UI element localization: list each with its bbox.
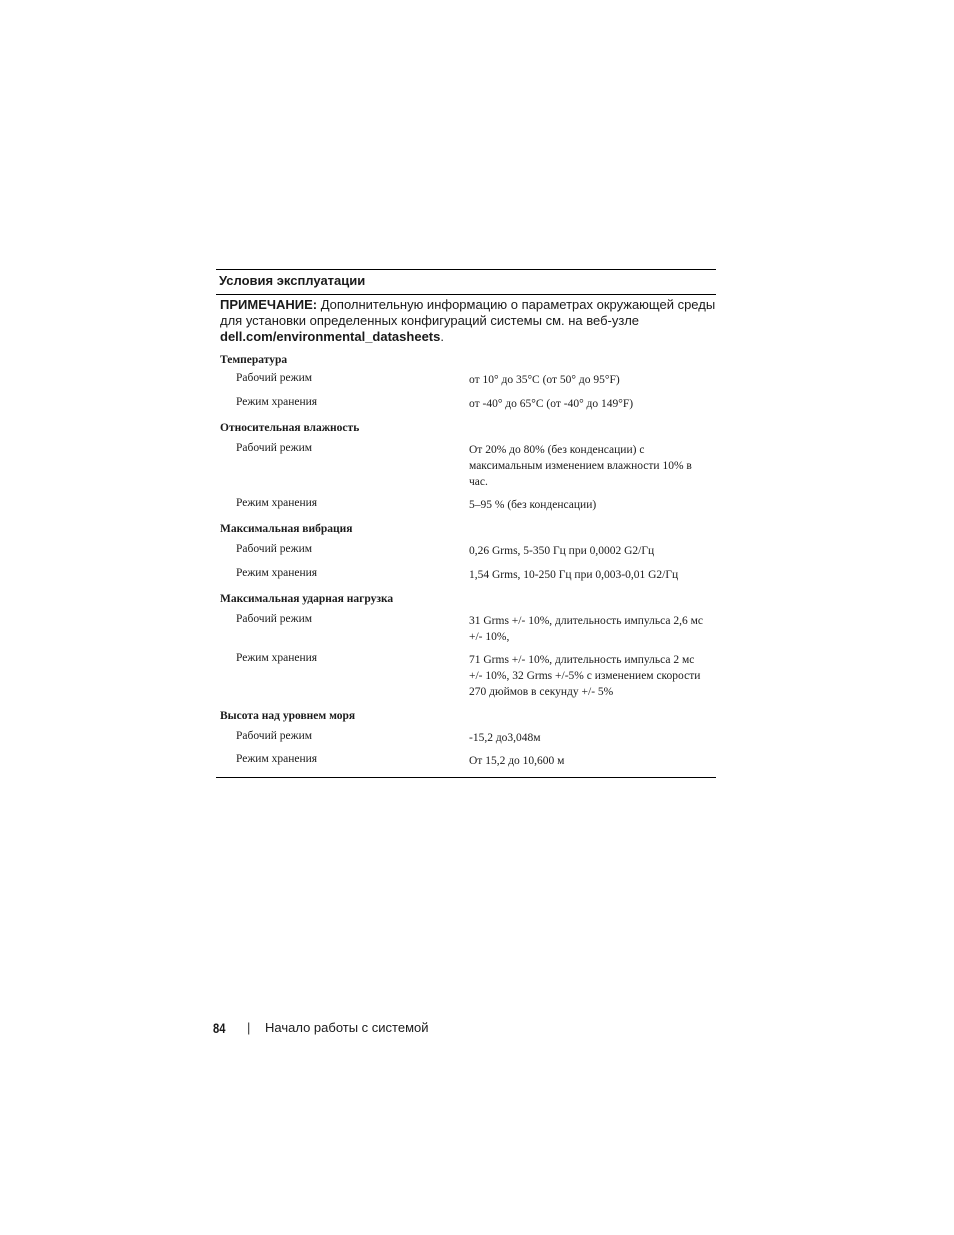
table-row bbox=[216, 442, 716, 497]
page-number: 84 bbox=[213, 1020, 226, 1036]
row-label: Рабочий режим bbox=[236, 372, 313, 384]
row-value: 1,54 Grms, 10-250 Гц при 0,003-0,01 G2/Гц bbox=[469, 569, 679, 581]
table-row bbox=[216, 652, 716, 707]
table-row bbox=[216, 543, 716, 567]
table-row bbox=[216, 730, 716, 753]
row-value: 71 Grms +/- 10%, длительность импульса 2 мс +/- 10%, 32 Grms +/-5% с изменением скорости 270 дюймов в секунду +/- 5% bbox=[469, 654, 701, 698]
footer-title: Начало работы с системой bbox=[265, 1020, 429, 1035]
row-label: Рабочий режим bbox=[236, 442, 313, 454]
group-title-shock: Максимальная ударная нагрузка bbox=[220, 593, 394, 605]
note-block bbox=[216, 295, 716, 349]
row-value: 5–95 % (без конденсации) bbox=[469, 499, 597, 511]
row-label: Режим хранения bbox=[236, 396, 318, 408]
note-text: Дополнительную информацию о параметрах окружающей среды для установки определенных конфигураций системы см. на веб-узле bbox=[220, 297, 716, 328]
row-value: -15,2 до3,048м bbox=[469, 732, 541, 744]
row-label: Режим хранения bbox=[236, 753, 318, 765]
row-label: Рабочий режим bbox=[236, 730, 313, 742]
environment-table bbox=[216, 269, 716, 778]
section-title: Условия эксплуатации bbox=[216, 270, 716, 295]
row-label: Рабочий режим bbox=[236, 543, 313, 555]
row-label: Режим хранения bbox=[236, 652, 318, 664]
note-label: ПРИМЕЧАНИЕ: bbox=[220, 297, 318, 312]
table-row bbox=[216, 613, 716, 652]
row-label: Режим хранения bbox=[236, 497, 318, 509]
row-value: От 15,2 до 10,600 м bbox=[469, 755, 565, 767]
row-label: Режим хранения bbox=[236, 567, 318, 579]
row-value: от 10° до 35°C (от 50° до 95°F) bbox=[469, 374, 620, 386]
row-value: 0,26 Grms, 5-350 Гц при 0,0002 G2/Гц bbox=[469, 545, 655, 557]
table-row bbox=[216, 497, 716, 520]
table-row bbox=[216, 567, 716, 590]
group-title-altitude: Высота над уровнем моря bbox=[220, 710, 356, 722]
row-value: 31 Grms +/- 10%, длительность импульса 2,6 мс +/- 10%, bbox=[469, 615, 703, 643]
table-row bbox=[216, 372, 716, 396]
row-value: От 20% до 80% (без конденсации) с максимальным изменением влажности 10% в час. bbox=[469, 444, 692, 488]
row-label: Рабочий режим bbox=[236, 613, 313, 625]
note-end: . bbox=[440, 329, 444, 344]
row-value: от -40° до 65°C (от -40° до 149°F) bbox=[469, 398, 634, 410]
group-title-temperature: Температура bbox=[220, 354, 288, 366]
table-row bbox=[216, 753, 716, 777]
footer-separator: | bbox=[247, 1020, 251, 1035]
page-footer bbox=[213, 1018, 429, 1038]
bottom-rule bbox=[216, 777, 716, 778]
group-title-humidity: Относительная влажность bbox=[220, 422, 360, 434]
datasheets-link[interactable]: dell.com/environmental_datasheets bbox=[220, 329, 441, 344]
spec-rows bbox=[216, 349, 716, 777]
group-title-vibration: Максимальная вибрация bbox=[220, 523, 353, 535]
table-row bbox=[216, 396, 716, 419]
